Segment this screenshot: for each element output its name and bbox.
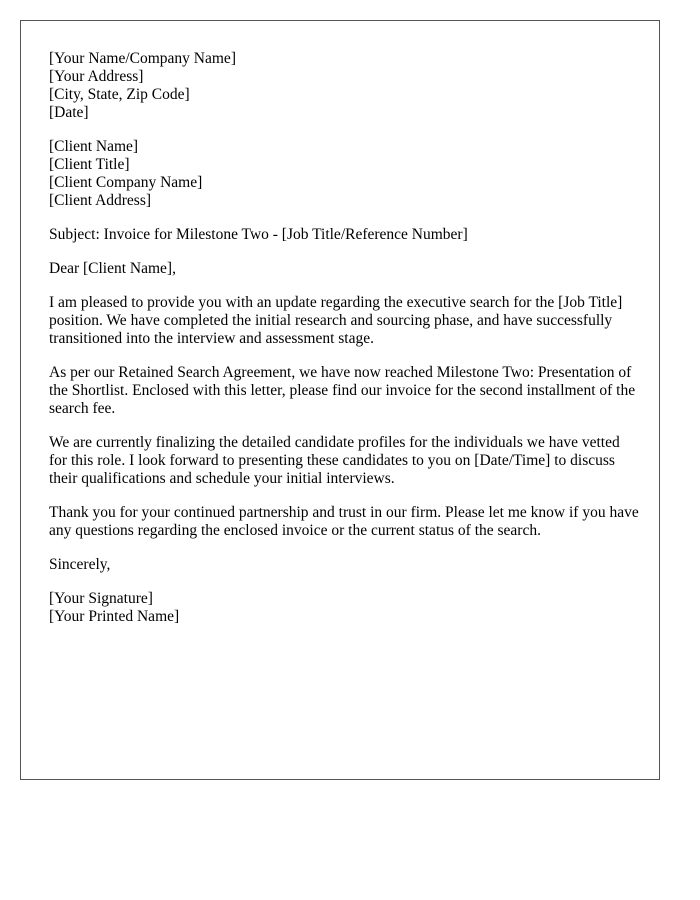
printed-name: [Your Printed Name] <box>49 608 180 625</box>
sender-city-state-zip: [City, State, Zip Code] <box>49 86 190 103</box>
sender-address: [Your Address] <box>49 68 144 85</box>
subject-line: Subject: Invoice for Milestone Two - [Job Title/Reference Number] <box>49 226 468 243</box>
letter-page <box>20 20 660 780</box>
body-paragraph-4: Thank you for your continued partnership and trust in our firm. Please let me know if you have any questions regarding the enclosed invoice or the current status of the search. <box>49 504 639 539</box>
client-name: [Client Name] <box>49 138 139 155</box>
letter-date: [Date] <box>49 104 89 121</box>
client-company: [Client Company Name] <box>49 174 203 191</box>
signature-line: [Your Signature] <box>49 590 153 607</box>
signature-block <box>49 590 639 626</box>
recipient-block <box>49 138 639 210</box>
client-address: [Client Address] <box>49 192 152 209</box>
sender-block <box>49 50 639 122</box>
client-title: [Client Title] <box>49 156 130 173</box>
salutation: Dear [Client Name], <box>49 260 176 277</box>
body-paragraph-2: As per our Retained Search Agreement, we have now reached Milestone Two: Presentation of the Shortlist. Enclosed with this letter, please find our invoice for the second installment of the search fee. <box>49 364 636 417</box>
body-paragraph-3: We are currently finalizing the detailed candidate profiles for the individuals we have vetted for this role. I look forward to presenting these candidates to you on [Date/Time] to discuss their qualifications and schedule your initial interviews. <box>49 434 620 487</box>
body-paragraph-1: I am pleased to provide you with an update regarding the executive search for the [Job Title] position. We have completed the initial research and sourcing phase, and have successfully transitioned into the interview and assessment stage. <box>49 294 623 347</box>
closing: Sincerely, <box>49 556 111 573</box>
sender-name: [Your Name/Company Name] <box>49 50 236 67</box>
